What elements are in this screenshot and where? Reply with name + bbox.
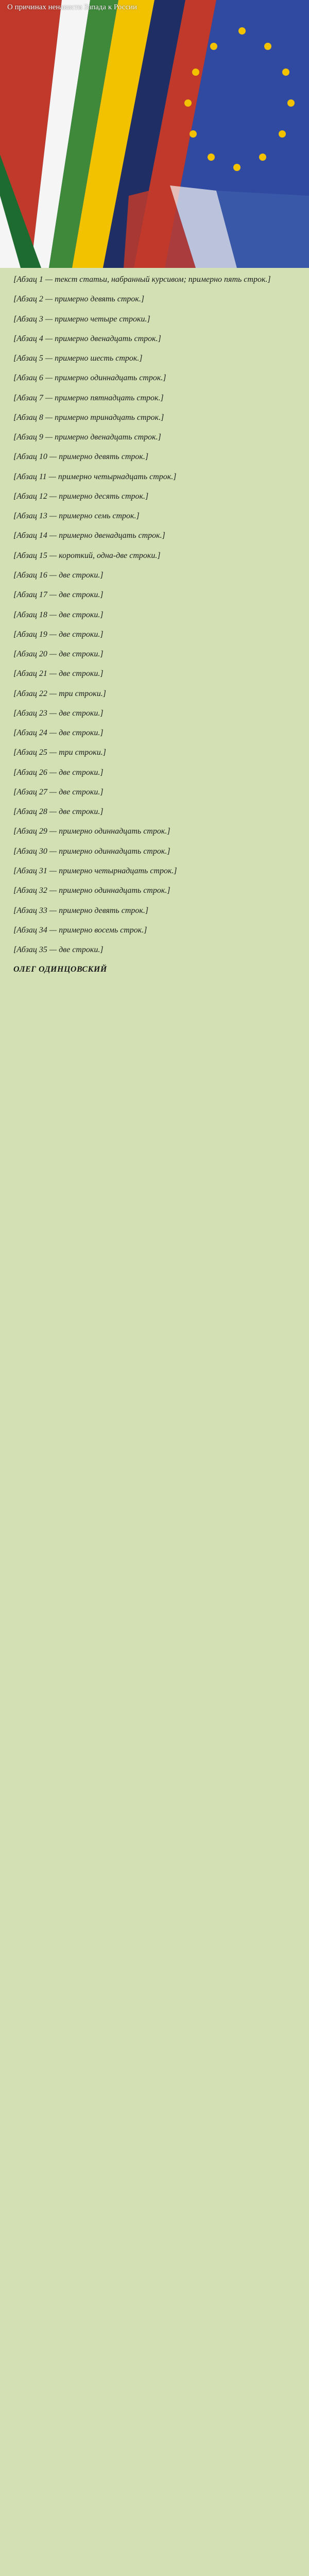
- article-paragraph: [Абзац 2 — примерно девять строк.]: [13, 295, 145, 304]
- article-paragraph: [Абзац 10 — примерно девять строк.]: [13, 452, 149, 462]
- article-paragraph: [Абзац 17 — две строки.]: [13, 590, 104, 600]
- article-paragraph: [Абзац 9 — примерно двенадцать строк.]: [13, 433, 161, 442]
- article-paragraph: [Абзац 13 — примерно семь строк.]: [13, 512, 140, 521]
- article-paragraph: [Абзац 4 — примерно двенадцать строк.]: [13, 334, 161, 343]
- article-paragraph: [Абзац 6 — примерно одиннадцать строк.]: [13, 374, 166, 383]
- article-paragraph: [Абзац 25 — три строки.]: [13, 748, 106, 757]
- article-paragraph: [Абзац 33 — примерно девять строк.]: [13, 906, 149, 915]
- article-paragraph: [Абзац 16 — две строки.]: [13, 570, 104, 580]
- article-paragraph: [Абзац 8 — примерно тринадцать строк.]: [13, 413, 164, 422]
- article-paragraph: [Абзац 19 — две строки.]: [13, 630, 104, 639]
- article-paragraph: [Абзац 7 — примерно пятнадцать строк.]: [13, 393, 164, 402]
- article-paragraph: [Абзац 32 — примерно одиннадцать строк.]: [13, 886, 170, 895]
- article-paragraph: [Абзац 26 — две строки.]: [13, 768, 104, 777]
- page-title: О причинах ненависти Запада к России: [7, 3, 138, 11]
- article-paragraph: [Абзац 14 — примерно двенадцать строк.]: [13, 531, 165, 540]
- header-banner: [0, 0, 309, 268]
- flags-image: [0, 0, 309, 268]
- article-body: [0, 268, 309, 987]
- article-paragraph: [Абзац 3 — примерно четыре строки.]: [13, 314, 150, 324]
- article-paragraph: [Абзац 28 — две строки.]: [13, 807, 104, 817]
- article-paragraph: [Абзац 21 — две строки.]: [13, 669, 104, 679]
- author-signature: ОЛЕГ ОДИНЦОВСКИЙ: [13, 965, 107, 974]
- article-paragraph: [Абзац 31 — примерно четырнадцать строк.]: [13, 866, 177, 875]
- article-paragraph: [Абзац 30 — примерно одиннадцать строк.]: [13, 846, 170, 856]
- article-paragraph: [Абзац 18 — две строки.]: [13, 610, 104, 619]
- article-paragraph: [Абзац 15 — короткий, одна-две строки.]: [13, 551, 161, 560]
- article-paragraph: [Абзац 24 — две строки.]: [13, 728, 104, 738]
- article-paragraph: [Абзац 34 — примерно восемь строк.]: [13, 925, 147, 935]
- article-paragraph: [Абзац 20 — две строки.]: [13, 650, 104, 659]
- article-paragraph: [Абзац 23 — две строки.]: [13, 708, 104, 718]
- article-paragraph: [Абзац 11 — примерно четырнадцать строк.]: [13, 472, 177, 481]
- article-paragraph: [Абзац 12 — примерно десять строк.]: [13, 492, 149, 501]
- article-paragraph: [Абзац 27 — две строки.]: [13, 787, 104, 796]
- article-paragraph: [Абзац 29 — примерно одиннадцать строк.]: [13, 827, 170, 836]
- article-paragraph: [Абзац 35 — две строки.]: [13, 945, 104, 955]
- article-paragraph: [Абзац 1 — текст статьи, набранный курсивом; примерно пять строк.]: [13, 275, 271, 284]
- article-paragraph: [Абзац 22 — три строки.]: [13, 689, 106, 698]
- article-paragraph: [Абзац 5 — примерно шесть строк.]: [13, 354, 143, 363]
